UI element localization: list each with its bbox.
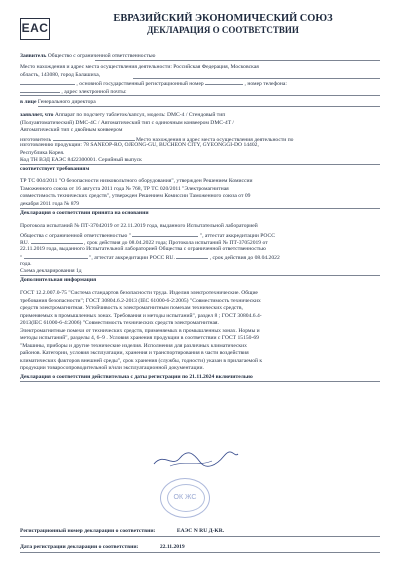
basis-line2: Общества с ограниченной ответственностью " — [20, 232, 131, 239]
applicant-address-line1: Место нахождения и адрес места осуществления деятельности: Российская Федерация, Московская — [20, 64, 259, 70]
applicant-underline — [95, 60, 380, 61]
hs-code-value: 8422300001. Серийный выпуск — [67, 157, 142, 163]
registration-date-row — [20, 544, 380, 551]
basis-line5b: ", аттестат аккредитации РОСС RU. — [89, 255, 175, 261]
basis-line3: RU. — [20, 240, 30, 246]
person-label: в лице — [20, 99, 37, 105]
basis-line5c: , срок действия до 08.04.2022 — [209, 255, 280, 261]
eac-logo — [20, 18, 50, 40]
registration-date-label: Дата регистрации декларации о соответствии: — [20, 544, 139, 550]
validity-underline — [20, 381, 380, 382]
registration-number-underline — [20, 536, 380, 537]
registration-number-row — [20, 528, 380, 535]
extra-line10: климатических факторов внешней среды", срок хранения (службы, годности) указан в прилагаемой к — [20, 357, 263, 364]
product-line3: Автоматический тип с двойным конвеером — [20, 127, 123, 133]
basis-underline — [20, 275, 380, 276]
hs-code-underline — [20, 164, 380, 165]
extra-line11: продукции товаросопроводительной и/или эксплуатационной документации. — [20, 365, 204, 371]
registration-number-label: Регистрационный номер декларации о соответствии: — [20, 528, 156, 534]
requirements-line3: совместимость технических средств", утвержден Решением Комиссии Таможенного союза от 09 — [20, 193, 251, 199]
basis-line3b: , срок действия до 08.04.2022 года; Протокола испытаний № ПТ-37052019 от — [83, 240, 268, 246]
extra-line9: районов. Категории, условия эксплуатации, хранения и транспортирования в части воздействия — [20, 350, 249, 356]
requirements-line1: ТР ТС 004/2011 "О безопасности низковольтного оборудования", утвержден Решением Комиссии — [20, 178, 253, 184]
ogrn-label: , основной государственный регистрационный номер — [76, 81, 204, 87]
requirements-heading: соответствует требованиям — [20, 166, 90, 172]
validity-text: Декларация о соответствии действительна с даты регистрации по 21.11.2024 включительно — [20, 374, 253, 380]
document-subtitle: ДЕКЛАРАЦИЯ О СООТВЕТСТВИИ — [147, 25, 299, 35]
manufacturer-address-label: Место нахождения и адрес места осуществления деятельности по — [135, 136, 294, 143]
manufacturer-address: изготовлению продукции: 78 SANEOP-RO, OJEONG-GU, BUCHEON CITY, GYEONGGI-DO 14402, — [20, 142, 259, 148]
requirements-line2: Таможенного союза от 16 августа 2011 года № 768, ТР ТС 020/2011 "Электромагнитная — [20, 185, 229, 192]
basis-line2b: ", аттестат аккредитации РОСС — [199, 232, 275, 239]
phone-label: , номер телефона: — [244, 81, 287, 87]
extra-line1: ГОСТ 12.2.007.0-75 "Система стандартов безопасности труда. Изделия электротехнические. Общие — [20, 290, 258, 296]
basis-line1: Протокола испытаний № ПТ-37042019 от 22.11.2019 года, выданного Испытательной лабораторией — [20, 223, 258, 229]
requirements-line4: декабря 2011 года № 879 — [20, 200, 80, 207]
declares-row — [20, 112, 380, 119]
scheme-text: Схема декларирования 1д — [20, 268, 82, 274]
applicant-address-line2: область, 143080, город Балашиха, — [20, 71, 101, 78]
basis-line5: " — [20, 255, 23, 261]
manufacturer-label: изготовитель — [20, 136, 52, 143]
extra-line7: методы испытаний", разделы 4, 6–9 . Условия хранения продукции в соответствии с ГОСТ 15150-69 — [20, 335, 259, 341]
registration-number-value: ЕАЭС N RU Д-KR. — [176, 528, 225, 534]
basis-line4: 22.11.2019 года, выданного Испытательной лабораторией Общества с ограниченной ответственностью — [20, 245, 266, 252]
manufacturer-country: Республика Корея. — [20, 149, 65, 156]
product-line2: (Полуавтоматический) DMC-4C / Автоматический тип с одиночным конвеером DMC-4T / — [20, 119, 234, 126]
registration-date-underline — [20, 552, 380, 553]
applicant-value: Общество с ограниченной ответственностью — [47, 53, 156, 59]
extra-line8: "Машины, приборы и другие технические изделия. Исполнения для различных климатических — [20, 342, 247, 349]
extra-line4: применяемых в промышленных зонах. Требования и методы испытаний", раздел 8 ; ГОСТ 30804.6.4- — [20, 312, 262, 319]
eac-logo-text: EAC — [21, 21, 49, 35]
hs-code-label: Код ТН ВЭД ЕАЭС — [20, 157, 67, 163]
applicant-label: Заявитель — [20, 53, 47, 59]
seal-stamp-text: ОК ЖС — [173, 494, 197, 501]
document-title: ЕВРАЗИЙСКИЙ ЭКОНОМИЧЕСКИЙ СОЮЗ — [113, 13, 333, 24]
extra-line3: средств электромагнитная. Устойчивость к электромагнитным помехам технических средств, — [20, 305, 243, 311]
requirements-underline — [20, 208, 380, 209]
registration-date-value: 22.11.2019 — [159, 544, 185, 550]
extra-line5: 2013(IEC 61000-6-4:2006) "Совместимость технических средств электромагнитная. — [20, 320, 219, 326]
extra-line6: Электромагнитные помехи от технических средств, применяемых в промышленных зонах. Нормы и — [20, 327, 260, 334]
basis-line6: года. — [20, 260, 32, 267]
signature — [150, 448, 240, 470]
extra-heading: Дополнительная информация — [20, 277, 97, 283]
basis-heading: Декларация о соответствии принята на основании — [20, 209, 149, 216]
product-line1: Аппарат по подсчету таблеток/капсул, модель: DMC-4 / Стендовый тип — [54, 112, 226, 118]
declares-label: заявляет, что — [20, 112, 54, 118]
email-label: , адрес электронной почты: — [61, 88, 127, 95]
email-underline — [20, 95, 380, 96]
person-underline — [38, 106, 380, 107]
extra-line2: требования безопасности"; ГОСТ 30804.6.2-2013 (IEC 61000-6-2:2005) "Совместимость технических — [20, 297, 261, 304]
person-value: Генерального директора — [37, 99, 96, 105]
